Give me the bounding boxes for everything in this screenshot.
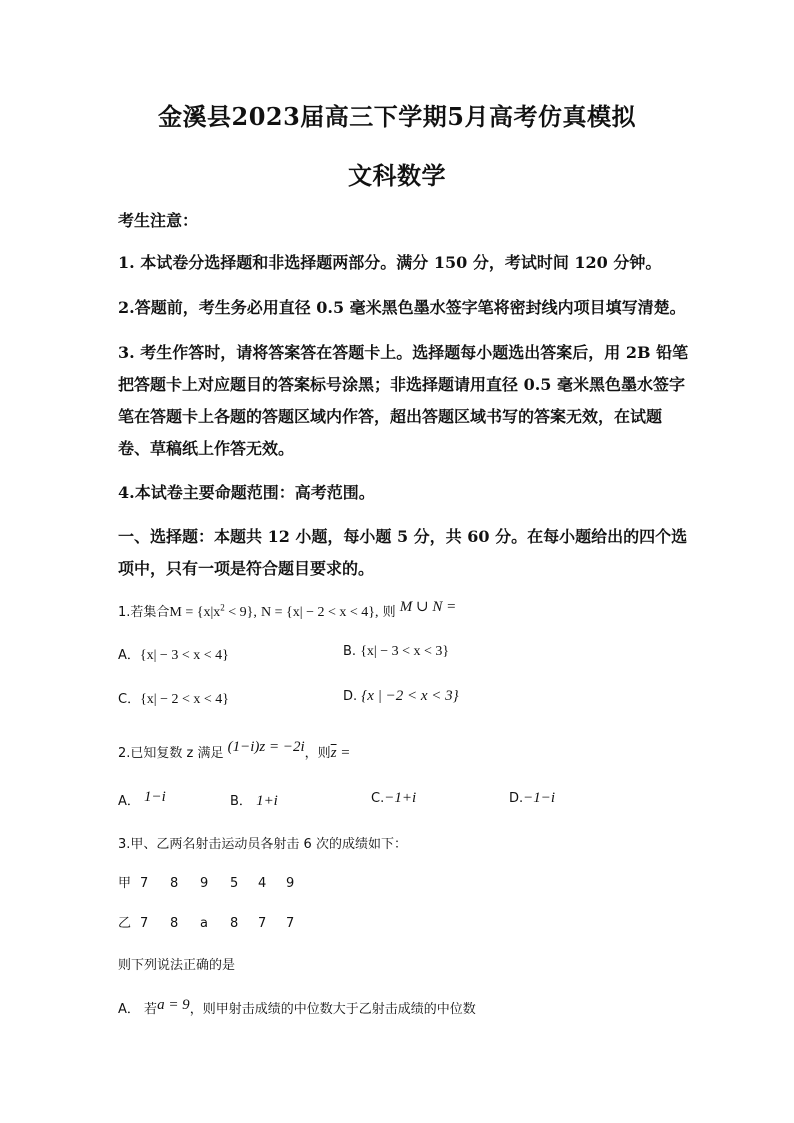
section-heading-line-1: 一、选择题：本题共 12 小题，每小题 5 分，共 60 分。在每小题给出的四个选 bbox=[118, 527, 688, 546]
option-3a bbox=[118, 998, 688, 1018]
question-1-prefix: 1.若集合 bbox=[118, 605, 170, 620]
option-1c-label: C． bbox=[118, 692, 141, 707]
question-2-prefix: 2.已知复数 z 满足 bbox=[118, 746, 224, 761]
score-cell: 8 bbox=[230, 916, 239, 931]
option-1a bbox=[118, 644, 229, 664]
question-2-then: ，则 bbox=[304, 746, 331, 761]
score-cell: 7 bbox=[140, 876, 149, 891]
notice-heading: 考生注意： bbox=[118, 211, 199, 230]
score-cell: 5 bbox=[230, 876, 239, 891]
score-row-yi-label: 乙 bbox=[118, 916, 132, 931]
score-cell: 7 bbox=[140, 916, 149, 931]
z-conjugate: $\overline{z}$ bbox=[330, 745, 337, 761]
score-cell: 7 bbox=[258, 916, 267, 931]
option-1c-text: {x| − 2 < x < 4} bbox=[140, 692, 230, 707]
option-1b-text: {x| − 3 < x < 3} bbox=[360, 644, 450, 659]
notice-item-3-line-3: 笔在答题卡上各题的答题区域内作答，超出答题区域书写的答案无效，在试题 bbox=[118, 407, 663, 426]
score-cell: 9 bbox=[286, 876, 295, 891]
question-3-stem: 3.甲、乙两名射击运动员各射击 6 次的成绩如下： bbox=[118, 837, 407, 852]
option-1d-label: D. bbox=[343, 689, 358, 704]
option-2b-text: 1+i bbox=[256, 793, 278, 809]
option-2b bbox=[230, 790, 278, 810]
option-1d-text: {x | −2 < x < 3} bbox=[361, 688, 459, 704]
option-3a-label: A． bbox=[118, 1002, 140, 1017]
option-1b bbox=[343, 644, 449, 660]
option-2d bbox=[509, 790, 555, 807]
exam-title: 金溪县2023届高三下学期5月高考仿真模拟 bbox=[158, 102, 636, 131]
option-2c bbox=[371, 790, 416, 807]
score-row-jia bbox=[118, 872, 688, 891]
score-row-jia-label: 甲 bbox=[118, 876, 132, 891]
set-n: N = {x| − 2 < x < 4}, bbox=[261, 605, 379, 620]
option-1a-text: {x| − 3 < x < 4} bbox=[139, 648, 229, 663]
score-cell: a bbox=[200, 916, 208, 931]
option-2a bbox=[118, 790, 166, 810]
option-2d-text: −1−i bbox=[523, 790, 556, 806]
option-3a-prefix: 若 bbox=[144, 1002, 158, 1017]
exam-subject: 文科数学 bbox=[348, 161, 446, 190]
option-1b-label: B. bbox=[343, 644, 357, 659]
set-m-exponent: 2 bbox=[220, 602, 225, 613]
set-m: M = {x|x bbox=[169, 605, 221, 620]
option-2d-label: D. bbox=[509, 791, 524, 806]
notice-item-3-line-4: 卷、草稿纸上作答无效。 bbox=[118, 439, 295, 458]
question-1-stem bbox=[118, 601, 688, 621]
score-row-yi bbox=[118, 912, 688, 931]
equals-sign: = bbox=[336, 745, 351, 761]
option-1d bbox=[343, 688, 459, 705]
score-cell: 8 bbox=[170, 916, 179, 931]
complex-equation: (1−i)z = −2i bbox=[227, 739, 305, 755]
score-cell: 7 bbox=[286, 916, 295, 931]
score-cell: 8 bbox=[170, 876, 179, 891]
notice-item-3-line-1: 3. 考生作答时，请将答案答在答题卡上。选择题每小题选出答案后，用 2B 铅笔 bbox=[118, 343, 689, 362]
question-3-prompt: 则下列说法正确的是 bbox=[118, 958, 236, 973]
option-1c bbox=[118, 688, 229, 708]
option-3a-math: a = 9 bbox=[157, 997, 190, 1013]
set-m-tail: < 9}, bbox=[224, 605, 257, 620]
option-2c-label: C. bbox=[371, 791, 385, 806]
option-3a-suffix: ，则甲射击成绩的中位数大于乙射击成绩的中位数 bbox=[189, 1002, 476, 1017]
notice-item-1: 1. 本试卷分选择题和非选择题两部分。满分 150 分，考试时间 120 分钟。 bbox=[118, 253, 662, 272]
question-2-stem bbox=[118, 739, 688, 762]
section-heading-line-2: 项中，只有一项是符合题目要求的。 bbox=[118, 559, 375, 578]
option-1a-label: A． bbox=[118, 648, 140, 663]
notice-item-3-line-2: 把答题卡上对应题目的答案标号涂黑；非选择题请用直径 0.5 毫米黑色墨水签字 bbox=[118, 375, 685, 394]
option-2a-label: A． bbox=[118, 794, 140, 809]
score-cell: 9 bbox=[200, 876, 209, 891]
notice-item-4: 4.本试卷主要命题范围：高考范围。 bbox=[118, 483, 375, 502]
option-2a-text: 1−i bbox=[144, 789, 166, 805]
notice-item-2: 2.答题前，考生务必用直径 0.5 毫米黑色墨水签字笔将密封线内项目填写清楚。 bbox=[118, 298, 686, 317]
score-cell: 4 bbox=[258, 876, 267, 891]
option-2b-label: B． bbox=[230, 794, 252, 809]
union-expression: M ∪ N = bbox=[399, 599, 457, 615]
question-1-then: 则 bbox=[382, 605, 396, 620]
option-2c-text: −1+i bbox=[384, 790, 417, 806]
